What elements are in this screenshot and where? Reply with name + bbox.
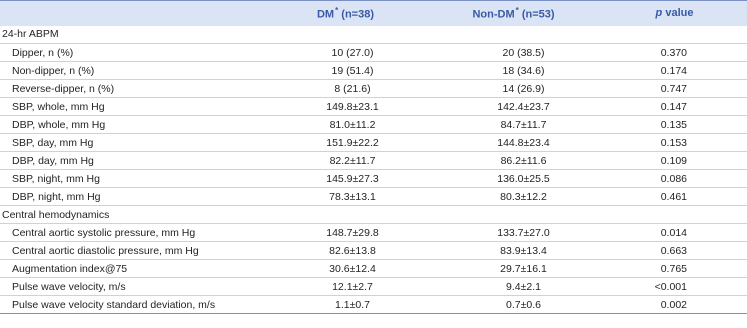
row-label: SBP, whole, mm Hg — [0, 98, 266, 116]
dm-value: 81.0±11.2 — [266, 116, 425, 134]
table-row — [0, 242, 747, 260]
dm-value: 145.9±27.3 — [266, 170, 425, 188]
p-value: 0.002 — [602, 296, 747, 314]
p-value: 0.370 — [602, 44, 747, 62]
header-dm-cell — [266, 1, 425, 26]
header-nondm-label: Non-DM — [472, 8, 515, 21]
header-nondm-cell — [425, 1, 602, 26]
header-row — [0, 1, 747, 26]
p-value: 0.086 — [602, 170, 747, 188]
table-body — [0, 26, 747, 314]
dm-value: 19 (51.4) — [266, 62, 425, 80]
table-row — [0, 98, 747, 116]
header-p-value-cell — [602, 1, 747, 26]
dm-value: 10 (27.0) — [266, 44, 425, 62]
row-label: Central aortic diastolic pressure, mm Hg — [0, 242, 266, 260]
nondm-value: 84.7±11.7 — [425, 116, 602, 134]
dm-value: 30.6±12.4 — [266, 260, 425, 278]
p-value: 0.461 — [602, 188, 747, 206]
table-header — [0, 1, 747, 26]
table-row — [0, 152, 747, 170]
row-label: Pulse wave velocity, m/s — [0, 278, 266, 296]
row-label: Dipper, n (%) — [0, 44, 266, 62]
nondm-value: 83.9±13.4 — [425, 242, 602, 260]
p-value: 0.147 — [602, 98, 747, 116]
dm-value: 82.2±11.7 — [266, 152, 425, 170]
section-row — [0, 206, 747, 224]
table-row — [0, 188, 747, 206]
table-row — [0, 296, 747, 314]
dm-value: 149.8±23.1 — [266, 98, 425, 116]
nondm-value: 20 (38.5) — [425, 44, 602, 62]
p-value: 0.747 — [602, 80, 747, 98]
header-dm-footnote-mark: * — [335, 5, 339, 15]
dm-value: 8 (21.6) — [266, 80, 425, 98]
p-value: 0.135 — [602, 116, 747, 134]
dm-value: 151.9±22.2 — [266, 134, 425, 152]
table-row — [0, 278, 747, 296]
row-label: SBP, day, mm Hg — [0, 134, 266, 152]
row-label: DBP, day, mm Hg — [0, 152, 266, 170]
p-value: 0.174 — [602, 62, 747, 80]
table-row — [0, 224, 747, 242]
nondm-value: 29.7±16.1 — [425, 260, 602, 278]
section-label: 24-hr ABPM — [0, 26, 747, 44]
dm-value: 12.1±2.7 — [266, 278, 425, 296]
dm-value: 78.3±13.1 — [266, 188, 425, 206]
nondm-value: 18 (34.6) — [425, 62, 602, 80]
table-row — [0, 44, 747, 62]
p-value: 0.153 — [602, 134, 747, 152]
nondm-value: 80.3±12.2 — [425, 188, 602, 206]
nondm-value: 136.0±25.5 — [425, 170, 602, 188]
row-label: DBP, night, mm Hg — [0, 188, 266, 206]
header-p-italic: p — [655, 7, 663, 20]
p-value: 0.109 — [602, 152, 747, 170]
row-label: SBP, night, mm Hg — [0, 170, 266, 188]
table-row — [0, 80, 747, 98]
table-row — [0, 134, 747, 152]
table-row — [0, 62, 747, 80]
p-value: 0.014 — [602, 224, 747, 242]
section-label: Central hemodynamics — [0, 206, 747, 224]
table-row — [0, 260, 747, 278]
header-variable-cell — [0, 1, 266, 26]
header-dm-label: DM — [316, 8, 335, 21]
row-label: DBP, whole, mm Hg — [0, 116, 266, 134]
nondm-value: 9.4±2.1 — [425, 278, 602, 296]
row-label: Augmentation index@75 — [0, 260, 266, 278]
nondm-value: 14 (26.9) — [425, 80, 602, 98]
nondm-value: 144.8±23.4 — [425, 134, 602, 152]
dm-value: 148.7±29.8 — [266, 224, 425, 242]
section-row — [0, 26, 747, 44]
p-value: <0.001 — [602, 278, 747, 296]
row-label: Non-dipper, n (%) — [0, 62, 266, 80]
header-nondm-count: (n=53) — [521, 8, 555, 21]
row-label: Central aortic systolic pressure, mm Hg — [0, 224, 266, 242]
table-row — [0, 170, 747, 188]
row-label: Pulse wave velocity standard deviation, m/s — [0, 296, 266, 314]
header-p-rest: value — [665, 7, 694, 20]
nondm-value: 133.7±27.0 — [425, 224, 602, 242]
row-label: Reverse-dipper, n (%) — [0, 80, 266, 98]
header-nondm-footnote-mark: * — [515, 5, 519, 15]
nondm-value: 0.7±0.6 — [425, 296, 602, 314]
dm-value: 1.1±0.7 — [266, 296, 425, 314]
nondm-value: 142.4±23.7 — [425, 98, 602, 116]
p-value: 0.765 — [602, 260, 747, 278]
nondm-value: 86.2±11.6 — [425, 152, 602, 170]
header-dm-count: (n=38) — [341, 8, 374, 21]
dm-value: 82.6±13.8 — [266, 242, 425, 260]
p-value: 0.663 — [602, 242, 747, 260]
table-row — [0, 116, 747, 134]
